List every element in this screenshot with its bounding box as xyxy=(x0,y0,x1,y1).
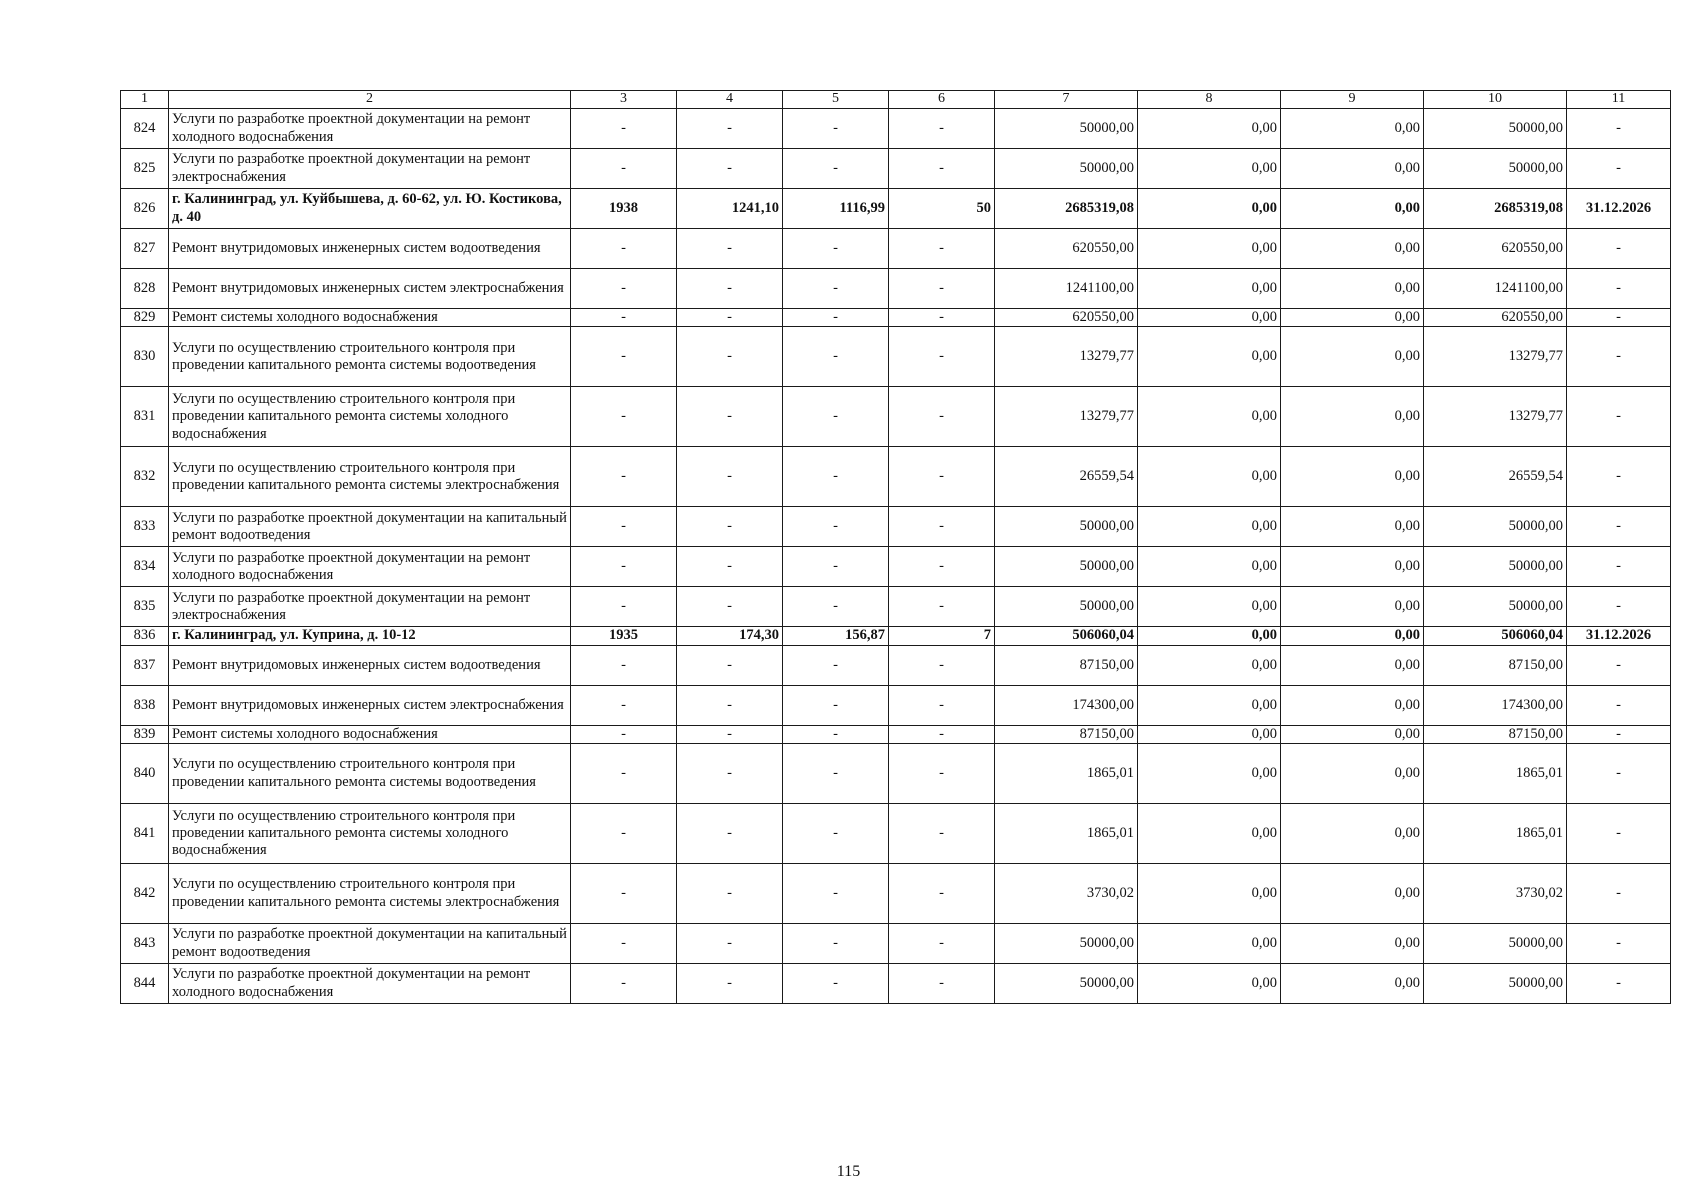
cell-col8: 0,00 xyxy=(1138,725,1281,743)
cell-col8: 0,00 xyxy=(1138,744,1281,804)
cell-col9: 0,00 xyxy=(1281,309,1424,327)
work-name: Услуги по осуществлению строительного контроля при проведении капитального ремонта системы водоотведения xyxy=(169,327,571,387)
cell-col8: 0,00 xyxy=(1138,309,1281,327)
cell-col7: 26559,54 xyxy=(995,447,1138,507)
cell-col8: 0,00 xyxy=(1138,685,1281,725)
cell-col5: - xyxy=(783,309,889,327)
cell-col5: - xyxy=(783,725,889,743)
work-name: Ремонт внутридомовых инженерных систем электроснабжения xyxy=(169,685,571,725)
cell-col6: - xyxy=(889,725,995,743)
cell-col3: - xyxy=(571,149,677,189)
cell-col4: - xyxy=(677,109,783,149)
header-cell: 4 xyxy=(677,91,783,109)
work-name: Услуги по разработке проектной документации на ремонт холодного водоснабжения xyxy=(169,109,571,149)
cell-col8: 0,00 xyxy=(1138,864,1281,924)
cell-col7: 50000,00 xyxy=(995,507,1138,547)
row-number: 827 xyxy=(121,229,169,269)
cell-col7: 13279,77 xyxy=(995,327,1138,387)
cell-col7: 87150,00 xyxy=(995,645,1138,685)
cell-col5: - xyxy=(783,964,889,1004)
cell-col5: - xyxy=(783,587,889,627)
table-row xyxy=(121,269,1671,309)
work-name: Услуги по разработке проектной документации на ремонт электроснабжения xyxy=(169,149,571,189)
repair-program-table xyxy=(120,90,1671,1004)
cell-col3: - xyxy=(571,547,677,587)
cell-col9: 0,00 xyxy=(1281,627,1424,645)
cell-col4: - xyxy=(677,587,783,627)
cell-col10: 50000,00 xyxy=(1424,547,1567,587)
cell-col3: - xyxy=(571,229,677,269)
header-cell: 1 xyxy=(121,91,169,109)
cell-col9: 0,00 xyxy=(1281,229,1424,269)
cell-col7: 50000,00 xyxy=(995,964,1138,1004)
cell-col10: 50000,00 xyxy=(1424,964,1567,1004)
cell-col4: - xyxy=(677,507,783,547)
cell-col11: 31.12.2026 xyxy=(1567,189,1671,229)
cell-col9: 0,00 xyxy=(1281,645,1424,685)
cell-col3: - xyxy=(571,327,677,387)
cell-col8: 0,00 xyxy=(1138,924,1281,964)
cell-col3: - xyxy=(571,587,677,627)
cell-col11: - xyxy=(1567,269,1671,309)
header-cell: 6 xyxy=(889,91,995,109)
cell-col11: - xyxy=(1567,964,1671,1004)
header-cell: 2 xyxy=(169,91,571,109)
cell-col10: 2685319,08 xyxy=(1424,189,1567,229)
cell-col9: 0,00 xyxy=(1281,547,1424,587)
cell-col9: 0,00 xyxy=(1281,149,1424,189)
row-number: 834 xyxy=(121,547,169,587)
cell-col6: - xyxy=(889,109,995,149)
cell-col5: - xyxy=(783,269,889,309)
header-cell: 10 xyxy=(1424,91,1567,109)
row-number: 825 xyxy=(121,149,169,189)
cell-col3: - xyxy=(571,309,677,327)
cell-col5: - xyxy=(783,804,889,864)
row-number: 828 xyxy=(121,269,169,309)
work-name: Ремонт системы холодного водоснабжения xyxy=(169,309,571,327)
work-name: Услуги по разработке проектной документации на ремонт холодного водоснабжения xyxy=(169,547,571,587)
row-number: 831 xyxy=(121,387,169,447)
cell-col6: - xyxy=(889,547,995,587)
cell-col11: - xyxy=(1567,804,1671,864)
table-row xyxy=(121,109,1671,149)
cell-col4: - xyxy=(677,804,783,864)
cell-col7: 620550,00 xyxy=(995,309,1138,327)
cell-col9: 0,00 xyxy=(1281,864,1424,924)
cell-col4: 174,30 xyxy=(677,627,783,645)
cell-col11: 31.12.2026 xyxy=(1567,627,1671,645)
table-row xyxy=(121,547,1671,587)
cell-col6: - xyxy=(889,309,995,327)
row-number: 842 xyxy=(121,864,169,924)
cell-col10: 1865,01 xyxy=(1424,804,1567,864)
cell-col6: - xyxy=(889,507,995,547)
table-row xyxy=(121,864,1671,924)
table-row xyxy=(121,587,1671,627)
cell-col8: 0,00 xyxy=(1138,804,1281,864)
cell-col5: - xyxy=(783,924,889,964)
cell-col4: - xyxy=(677,924,783,964)
cell-col5: 156,87 xyxy=(783,627,889,645)
cell-col3: - xyxy=(571,964,677,1004)
cell-col9: 0,00 xyxy=(1281,744,1424,804)
cell-col4: - xyxy=(677,685,783,725)
cell-col6: - xyxy=(889,864,995,924)
header-cell: 5 xyxy=(783,91,889,109)
address-name: г. Калининград, ул. Куприна, д. 10-12 xyxy=(169,627,571,645)
row-number: 838 xyxy=(121,685,169,725)
cell-col4: 1241,10 xyxy=(677,189,783,229)
row-number: 833 xyxy=(121,507,169,547)
cell-col5: 1116,99 xyxy=(783,189,889,229)
table-row xyxy=(121,507,1671,547)
cell-col11: - xyxy=(1567,507,1671,547)
cell-col11: - xyxy=(1567,744,1671,804)
row-number: 841 xyxy=(121,804,169,864)
cell-col3: - xyxy=(571,744,677,804)
work-name: Услуги по осуществлению строительного контроля при проведении капитального ремонта системы холодного водоснабжения xyxy=(169,387,571,447)
work-name: Ремонт внутридомовых инженерных систем водоотведения xyxy=(169,229,571,269)
document-sheet xyxy=(120,90,1670,1004)
cell-col6: - xyxy=(889,744,995,804)
cell-col4: - xyxy=(677,547,783,587)
cell-col10: 620550,00 xyxy=(1424,229,1567,269)
cell-col9: 0,00 xyxy=(1281,327,1424,387)
cell-col4: - xyxy=(677,645,783,685)
column-number-header xyxy=(121,91,1671,109)
cell-col9: 0,00 xyxy=(1281,587,1424,627)
cell-col3: - xyxy=(571,864,677,924)
cell-col9: 0,00 xyxy=(1281,685,1424,725)
row-number: 829 xyxy=(121,309,169,327)
cell-col6: - xyxy=(889,645,995,685)
cell-col6: - xyxy=(889,327,995,387)
cell-col3: - xyxy=(571,685,677,725)
cell-col4: - xyxy=(677,964,783,1004)
cell-col10: 50000,00 xyxy=(1424,109,1567,149)
cell-col10: 50000,00 xyxy=(1424,924,1567,964)
row-number: 835 xyxy=(121,587,169,627)
table-row xyxy=(121,725,1671,743)
cell-col11: - xyxy=(1567,229,1671,269)
cell-col10: 26559,54 xyxy=(1424,447,1567,507)
cell-col8: 0,00 xyxy=(1138,229,1281,269)
cell-col9: 0,00 xyxy=(1281,109,1424,149)
header-cell: 8 xyxy=(1138,91,1281,109)
cell-col7: 50000,00 xyxy=(995,587,1138,627)
cell-col3: - xyxy=(571,387,677,447)
cell-col6: - xyxy=(889,149,995,189)
cell-col4: - xyxy=(677,744,783,804)
cell-col5: - xyxy=(783,547,889,587)
cell-col6: 50 xyxy=(889,189,995,229)
cell-col3: - xyxy=(571,109,677,149)
work-name: Услуги по разработке проектной документации на капитальный ремонт водоотведения xyxy=(169,507,571,547)
row-number: 837 xyxy=(121,645,169,685)
work-name: Услуги по осуществлению строительного контроля при проведении капитального ремонта системы холодного водоснабжения xyxy=(169,804,571,864)
cell-col7: 2685319,08 xyxy=(995,189,1138,229)
page-number: 115 xyxy=(836,1163,861,1180)
cell-col6: - xyxy=(889,924,995,964)
row-number: 844 xyxy=(121,964,169,1004)
table-row xyxy=(121,387,1671,447)
cell-col10: 1865,01 xyxy=(1424,744,1567,804)
row-number: 826 xyxy=(121,189,169,229)
cell-col6: - xyxy=(889,685,995,725)
table-row xyxy=(121,447,1671,507)
cell-col9: 0,00 xyxy=(1281,924,1424,964)
cell-col5: - xyxy=(783,387,889,447)
cell-col7: 1865,01 xyxy=(995,744,1138,804)
cell-col3: 1935 xyxy=(571,627,677,645)
address-row xyxy=(121,189,1671,229)
work-name: Услуги по осуществлению строительного контроля при проведении капитального ремонта системы электроснабжения xyxy=(169,447,571,507)
cell-col5: - xyxy=(783,327,889,387)
work-name: Услуги по разработке проектной документации на ремонт холодного водоснабжения xyxy=(169,964,571,1004)
cell-col9: 0,00 xyxy=(1281,725,1424,743)
cell-col8: 0,00 xyxy=(1138,645,1281,685)
cell-col11: - xyxy=(1567,327,1671,387)
table-row xyxy=(121,327,1671,387)
cell-col11: - xyxy=(1567,924,1671,964)
cell-col8: 0,00 xyxy=(1138,149,1281,189)
cell-col10: 174300,00 xyxy=(1424,685,1567,725)
row-number: 840 xyxy=(121,744,169,804)
header-cell: 9 xyxy=(1281,91,1424,109)
cell-col11: - xyxy=(1567,645,1671,685)
cell-col7: 50000,00 xyxy=(995,547,1138,587)
cell-col11: - xyxy=(1567,864,1671,924)
cell-col3: - xyxy=(571,924,677,964)
cell-col8: 0,00 xyxy=(1138,587,1281,627)
cell-col5: - xyxy=(783,645,889,685)
header-cell: 7 xyxy=(995,91,1138,109)
cell-col4: - xyxy=(677,447,783,507)
cell-col7: 620550,00 xyxy=(995,229,1138,269)
cell-col9: 0,00 xyxy=(1281,447,1424,507)
table-row xyxy=(121,229,1671,269)
cell-col11: - xyxy=(1567,149,1671,189)
cell-col10: 50000,00 xyxy=(1424,587,1567,627)
cell-col7: 13279,77 xyxy=(995,387,1138,447)
cell-col11: - xyxy=(1567,309,1671,327)
cell-col4: - xyxy=(677,269,783,309)
table-row xyxy=(121,149,1671,189)
cell-col9: 0,00 xyxy=(1281,387,1424,447)
work-name: Услуги по осуществлению строительного контроля при проведении капитального ремонта системы электроснабжения xyxy=(169,864,571,924)
row-number: 843 xyxy=(121,924,169,964)
header-cell: 3 xyxy=(571,91,677,109)
cell-col10: 87150,00 xyxy=(1424,725,1567,743)
cell-col10: 620550,00 xyxy=(1424,309,1567,327)
cell-col11: - xyxy=(1567,109,1671,149)
cell-col8: 0,00 xyxy=(1138,627,1281,645)
cell-col11: - xyxy=(1567,725,1671,743)
work-name: Ремонт системы холодного водоснабжения xyxy=(169,725,571,743)
cell-col4: - xyxy=(677,725,783,743)
cell-col7: 1865,01 xyxy=(995,804,1138,864)
work-name: Услуги по разработке проектной документации на капитальный ремонт водоотведения xyxy=(169,924,571,964)
work-name: Ремонт внутридомовых инженерных систем электроснабжения xyxy=(169,269,571,309)
cell-col9: 0,00 xyxy=(1281,189,1424,229)
table-row xyxy=(121,645,1671,685)
cell-col6: 7 xyxy=(889,627,995,645)
work-name: Услуги по разработке проектной документации на ремонт электроснабжения xyxy=(169,587,571,627)
cell-col6: - xyxy=(889,587,995,627)
cell-col8: 0,00 xyxy=(1138,109,1281,149)
row-number: 832 xyxy=(121,447,169,507)
cell-col7: 50000,00 xyxy=(995,109,1138,149)
row-number: 824 xyxy=(121,109,169,149)
cell-col4: - xyxy=(677,327,783,387)
work-name: Услуги по осуществлению строительного контроля при проведении капитального ремонта системы водоотведения xyxy=(169,744,571,804)
cell-col9: 0,00 xyxy=(1281,507,1424,547)
header-cell: 11 xyxy=(1567,91,1671,109)
work-name: Ремонт внутридомовых инженерных систем водоотведения xyxy=(169,645,571,685)
table-row xyxy=(121,964,1671,1004)
cell-col5: - xyxy=(783,109,889,149)
cell-col3: 1938 xyxy=(571,189,677,229)
cell-col4: - xyxy=(677,149,783,189)
cell-col10: 50000,00 xyxy=(1424,507,1567,547)
cell-col10: 13279,77 xyxy=(1424,327,1567,387)
cell-col4: - xyxy=(677,864,783,924)
cell-col8: 0,00 xyxy=(1138,327,1281,387)
row-number: 839 xyxy=(121,725,169,743)
cell-col4: - xyxy=(677,387,783,447)
cell-col4: - xyxy=(677,309,783,327)
cell-col9: 0,00 xyxy=(1281,804,1424,864)
cell-col10: 50000,00 xyxy=(1424,149,1567,189)
cell-col10: 3730,02 xyxy=(1424,864,1567,924)
cell-col10: 87150,00 xyxy=(1424,645,1567,685)
table-row xyxy=(121,309,1671,327)
cell-col11: - xyxy=(1567,685,1671,725)
cell-col5: - xyxy=(783,685,889,725)
cell-col11: - xyxy=(1567,387,1671,447)
cell-col3: - xyxy=(571,507,677,547)
cell-col3: - xyxy=(571,645,677,685)
cell-col5: - xyxy=(783,864,889,924)
cell-col7: 1241100,00 xyxy=(995,269,1138,309)
cell-col6: - xyxy=(889,964,995,1004)
cell-col6: - xyxy=(889,804,995,864)
cell-col8: 0,00 xyxy=(1138,447,1281,507)
cell-col7: 174300,00 xyxy=(995,685,1138,725)
cell-col6: - xyxy=(889,387,995,447)
cell-col8: 0,00 xyxy=(1138,547,1281,587)
cell-col11: - xyxy=(1567,547,1671,587)
table-row xyxy=(121,924,1671,964)
table-row xyxy=(121,685,1671,725)
cell-col3: - xyxy=(571,804,677,864)
cell-col3: - xyxy=(571,269,677,309)
cell-col11: - xyxy=(1567,587,1671,627)
cell-col5: - xyxy=(783,229,889,269)
table-row xyxy=(121,804,1671,864)
cell-col4: - xyxy=(677,229,783,269)
cell-col10: 1241100,00 xyxy=(1424,269,1567,309)
cell-col8: 0,00 xyxy=(1138,189,1281,229)
cell-col7: 50000,00 xyxy=(995,149,1138,189)
cell-col10: 13279,77 xyxy=(1424,387,1567,447)
address-row xyxy=(121,627,1671,645)
cell-col5: - xyxy=(783,744,889,804)
cell-col5: - xyxy=(783,507,889,547)
cell-col8: 0,00 xyxy=(1138,964,1281,1004)
cell-col9: 0,00 xyxy=(1281,269,1424,309)
cell-col3: - xyxy=(571,447,677,507)
cell-col7: 50000,00 xyxy=(995,924,1138,964)
cell-col6: - xyxy=(889,447,995,507)
cell-col3: - xyxy=(571,725,677,743)
cell-col5: - xyxy=(783,447,889,507)
cell-col6: - xyxy=(889,229,995,269)
cell-col8: 0,00 xyxy=(1138,387,1281,447)
cell-col10: 506060,04 xyxy=(1424,627,1567,645)
address-name: г. Калининград, ул. Куйбышева, д. 60-62, ул. Ю. Костикова, д. 40 xyxy=(169,189,571,229)
cell-col7: 3730,02 xyxy=(995,864,1138,924)
cell-col6: - xyxy=(889,269,995,309)
table-row xyxy=(121,744,1671,804)
cell-col7: 87150,00 xyxy=(995,725,1138,743)
cell-col8: 0,00 xyxy=(1138,507,1281,547)
cell-col5: - xyxy=(783,149,889,189)
cell-col11: - xyxy=(1567,447,1671,507)
row-number: 836 xyxy=(121,627,169,645)
row-number: 830 xyxy=(121,327,169,387)
cell-col7: 506060,04 xyxy=(995,627,1138,645)
cell-col9: 0,00 xyxy=(1281,964,1424,1004)
cell-col8: 0,00 xyxy=(1138,269,1281,309)
